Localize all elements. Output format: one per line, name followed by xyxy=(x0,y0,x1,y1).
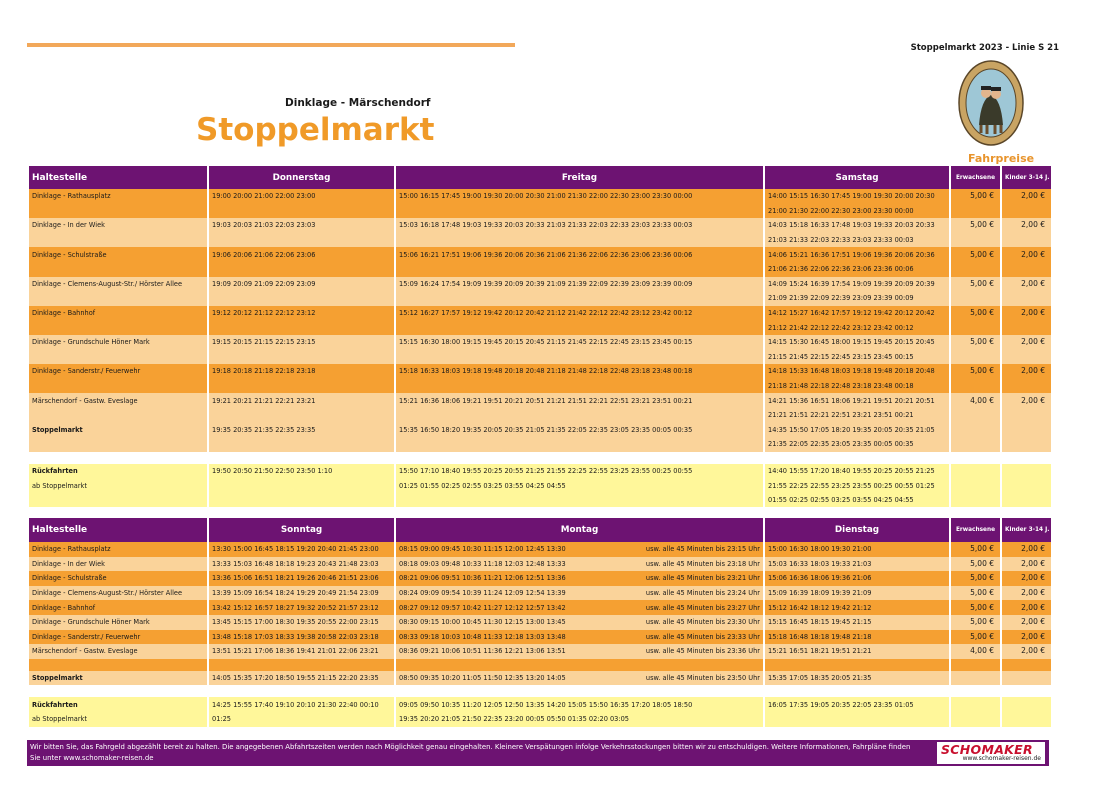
tuesday-times: 15:09 16:39 18:09 19:39 21:09 xyxy=(765,586,949,601)
column-header-tuesday: Dienstag xyxy=(765,518,949,542)
tuesday-times: 15:18 16:48 18:18 19:48 21:18 xyxy=(765,630,949,645)
friday-times: 15:15 16:30 18:00 19:15 19:45 20:15 20:45 21:15 21:45 22:15 22:45 23:15 23:45 00:15 xyxy=(396,335,763,350)
table-row xyxy=(29,335,1051,350)
fares-label: Fahrpreise xyxy=(968,152,1035,165)
table-row xyxy=(29,630,1051,645)
route-name: Dinklage - Märschendorf xyxy=(285,97,431,109)
table-row xyxy=(29,571,1051,586)
adult-fare xyxy=(951,233,1000,248)
table-row xyxy=(29,204,1051,219)
friday-times: 15:09 16:24 17:54 19:09 19:39 20:09 20:39 21:09 21:39 22:09 22:39 23:09 23:39 00:09 xyxy=(396,277,763,292)
table-row xyxy=(29,644,1051,659)
table-row xyxy=(29,671,1051,686)
friday-times xyxy=(396,408,763,423)
adult-fare xyxy=(951,685,1000,697)
thursday-times: 19:15 20:15 21:15 22:15 23:15 xyxy=(209,335,394,350)
table-row xyxy=(29,393,1051,408)
monday-interval-note: usw. alle 45 Minuten bis 23:30 Uhr xyxy=(645,618,760,627)
sunday-times: 13:39 15:09 16:54 18:24 19:29 20:49 21:54 23:09 xyxy=(209,586,394,601)
thursday-times: 19:09 20:09 21:09 22:09 23:09 xyxy=(209,277,394,292)
thursday-times xyxy=(209,350,394,365)
friday-times xyxy=(396,350,763,365)
stop-name: Märschendorf - Gastw. Eveslage xyxy=(29,644,207,659)
stop-name: Rückfahrten xyxy=(29,697,207,712)
adult-fare xyxy=(951,671,1000,686)
table-row xyxy=(29,423,1051,438)
column-header-thursday: Donnerstag xyxy=(209,166,394,189)
stop-name: Dinklage - Grundschule Höner Mark xyxy=(29,335,207,350)
adult-fare: 4,00 € xyxy=(951,644,1000,659)
sunday-times: 13:42 15:12 16:57 18:27 19:32 20:52 21:57 23:12 xyxy=(209,600,394,615)
stop-name: Dinklage - Schulstraße xyxy=(29,247,207,262)
table-row xyxy=(29,277,1051,292)
brand-url: www.schomaker-reisen.de xyxy=(962,755,1041,762)
monday-departures: 08:21 09:06 09:51 10:36 11:21 12:06 12:51 13:36 xyxy=(399,574,566,583)
stoppelmarkt-logo xyxy=(957,59,1025,147)
saturday-times: 21:06 21:36 22:06 22:36 23:06 23:36 00:06 xyxy=(765,262,949,277)
child-fare xyxy=(1002,379,1051,394)
table-header-row xyxy=(29,166,1051,189)
child-fare xyxy=(1002,350,1051,365)
thursday-times xyxy=(209,452,394,464)
friday-times: 15:03 16:18 17:48 19:03 19:33 20:03 20:33 21:03 21:33 22:03 22:33 23:03 23:33 00:03 xyxy=(396,218,763,233)
tuesday-times: 15:35 17:05 18:35 20:05 21:35 xyxy=(765,671,949,686)
monday-times xyxy=(396,557,763,572)
stop-name xyxy=(29,437,207,452)
child-fare xyxy=(1002,408,1051,423)
friday-times: 15:50 17:10 18:40 19:55 20:25 20:55 21:25 21:55 22:25 22:55 23:25 23:55 00:25 00:55 xyxy=(396,464,763,479)
saturday-times: 14:03 15:18 16:33 17:48 19:03 19:33 20:03 20:33 xyxy=(765,218,949,233)
saturday-times: 14:40 15:55 17:20 18:40 19:55 20:25 20:55 21:25 xyxy=(765,464,949,479)
friday-times xyxy=(396,379,763,394)
child-fare: 2,00 € xyxy=(1002,364,1051,379)
brand-name: SCHOMAKER xyxy=(941,742,1033,757)
stop-name xyxy=(29,379,207,394)
adult-fare: 5,00 € xyxy=(951,247,1000,262)
monday-interval-note: usw. alle 45 Minuten bis 23:15 Uhr xyxy=(645,545,760,554)
adult-fare: 5,00 € xyxy=(951,615,1000,630)
monday-interval-note: usw. alle 45 Minuten bis 23:50 Uhr xyxy=(645,674,760,683)
friday-times: 15:21 16:36 18:06 19:21 19:51 20:21 20:51 21:21 21:51 22:21 22:51 23:21 23:51 00:21 xyxy=(396,393,763,408)
friday-times: 15:12 16:27 17:57 19:12 19:42 20:12 20:42 21:12 21:42 22:12 22:42 23:12 23:42 00:12 xyxy=(396,306,763,321)
thursday-times xyxy=(209,320,394,335)
table-row xyxy=(29,557,1051,572)
child-fare: 2,00 € xyxy=(1002,247,1051,262)
friday-times xyxy=(396,437,763,452)
child-fare xyxy=(1002,697,1051,712)
stop-name: Märschendorf - Gastw. Eveslage xyxy=(29,393,207,408)
child-fare xyxy=(1002,671,1051,686)
adult-fare: 5,00 € xyxy=(951,542,1000,557)
thursday-times xyxy=(209,262,394,277)
adult-fare xyxy=(951,712,1000,727)
table-row xyxy=(29,247,1051,262)
child-fare xyxy=(1002,423,1051,438)
column-header-adults: Erwachsene xyxy=(951,166,1000,189)
adult-fare xyxy=(951,437,1000,452)
stop-name: Dinklage - Rathausplatz xyxy=(29,542,207,557)
column-header-friday: Freitag xyxy=(396,166,763,189)
table-row xyxy=(29,291,1051,306)
child-fare: 2,00 € xyxy=(1002,615,1051,630)
friday-times xyxy=(396,493,763,508)
friday-times xyxy=(396,262,763,277)
stop-name xyxy=(29,408,207,423)
stop-name: ab Stoppelmarkt xyxy=(29,712,207,727)
child-fare: 2,00 € xyxy=(1002,644,1051,659)
child-fare: 2,00 € xyxy=(1002,600,1051,615)
tuesday-times: 15:06 16:36 18:06 19:36 21:06 xyxy=(765,571,949,586)
adult-fare xyxy=(951,478,1000,493)
adult-fare: 4,00 € xyxy=(951,393,1000,408)
friday-times xyxy=(396,233,763,248)
column-header-stop: Haltestelle xyxy=(29,166,207,189)
monday-departures: 19:35 20:20 21:05 21:50 22:35 23:20 00:05 05:50 01:35 02:20 03:05 xyxy=(399,715,629,724)
child-fare: 2,00 € xyxy=(1002,393,1051,408)
monday-interval-note: usw. alle 45 Minuten bis 23:18 Uhr xyxy=(645,559,760,568)
thursday-times xyxy=(209,437,394,452)
thursday-times xyxy=(209,379,394,394)
table-row xyxy=(29,437,1051,452)
friday-times xyxy=(396,204,763,219)
saturday-times: 14:18 15:33 16:48 18:03 19:18 19:48 20:18 20:48 xyxy=(765,364,949,379)
table-row xyxy=(29,364,1051,379)
saturday-times: 14:12 15:27 16:42 17:57 19:12 19:42 20:12 20:42 xyxy=(765,306,949,321)
saturday-times: 14:15 15:30 16:45 18:00 19:15 19:45 20:15 20:45 xyxy=(765,335,949,350)
stop-name: ab Stoppelmarkt xyxy=(29,478,207,493)
saturday-times: 01:55 02:25 02:55 03:25 03:55 04:25 04:55 xyxy=(765,493,949,508)
adult-fare xyxy=(951,697,1000,712)
adult-fare xyxy=(951,379,1000,394)
child-fare xyxy=(1002,291,1051,306)
child-fare xyxy=(1002,478,1051,493)
saturday-times: 14:35 15:50 17:05 18:20 19:35 20:05 20:35 21:05 xyxy=(765,423,949,438)
table-header-row xyxy=(29,518,1051,542)
table-row xyxy=(29,233,1051,248)
monday-times xyxy=(396,644,763,659)
monday-departures: 08:36 09:21 10:06 10:51 11:36 12:21 13:06 13:51 xyxy=(399,647,566,656)
stop-name: Stoppelmarkt xyxy=(29,671,207,686)
timetable-weekdays-part2 xyxy=(27,518,1053,727)
thursday-times xyxy=(209,204,394,219)
adult-fare xyxy=(951,464,1000,479)
column-header-stop: Haltestelle xyxy=(29,518,207,542)
child-fare xyxy=(1002,262,1051,277)
stop-name: Rückfahrten xyxy=(29,464,207,479)
friday-times: 15:06 16:21 17:51 19:06 19:36 20:06 20:36 21:06 21:36 22:06 22:36 23:06 23:36 00:06 xyxy=(396,247,763,262)
thursday-times: 19:03 20:03 21:03 22:03 23:03 xyxy=(209,218,394,233)
document-reference: Stoppelmarkt 2023 - Linie S 21 xyxy=(910,43,1059,53)
sunday-times xyxy=(209,685,394,697)
thursday-times xyxy=(209,233,394,248)
table-row xyxy=(29,379,1051,394)
table-row xyxy=(29,493,1051,508)
child-fare: 2,00 € xyxy=(1002,218,1051,233)
friday-times: 01:25 01:55 02:25 02:55 03:25 03:55 04:25 04:55 xyxy=(396,478,763,493)
sunday-times: 13:33 15:03 16:48 18:18 19:23 20:43 21:48 23:03 xyxy=(209,557,394,572)
adult-fare: 5,00 € xyxy=(951,571,1000,586)
child-fare: 2,00 € xyxy=(1002,630,1051,645)
page-title: Stoppelmarkt xyxy=(196,112,435,148)
column-header-monday: Montag xyxy=(396,518,763,542)
stop-name: Dinklage - In der Wiek xyxy=(29,218,207,233)
table-row xyxy=(29,452,1051,464)
tuesday-times: 15:00 16:30 18:00 19:30 21:00 xyxy=(765,542,949,557)
stop-name: Dinklage - Grundschule Höner Mark xyxy=(29,615,207,630)
column-header-saturday: Samstag xyxy=(765,166,949,189)
adult-fare xyxy=(951,423,1000,438)
adult-fare: 5,00 € xyxy=(951,630,1000,645)
stop-name: Stoppelmarkt xyxy=(29,423,207,438)
table-row xyxy=(29,712,1051,727)
child-fare xyxy=(1002,493,1051,508)
saturday-times: 14:09 15:24 16:39 17:54 19:09 19:39 20:09 20:39 xyxy=(765,277,949,292)
monday-interval-note: usw. alle 45 Minuten bis 23:27 Uhr xyxy=(645,603,760,612)
saturday-times: 14:00 15:15 16:30 17:45 19:00 19:30 20:00 20:30 xyxy=(765,189,949,204)
stop-name: Dinklage - In der Wiek xyxy=(29,557,207,572)
child-fare: 2,00 € xyxy=(1002,542,1051,557)
monday-departures: 08:15 09:00 09:45 10:30 11:15 12:00 12:45 13:30 xyxy=(399,545,566,554)
friday-times: 15:18 16:33 18:03 19:18 19:48 20:18 20:48 21:18 21:48 22:18 22:48 23:18 23:48 00:18 xyxy=(396,364,763,379)
friday-times xyxy=(396,452,763,464)
saturday-times: 21:55 22:25 22:55 23:25 23:55 00:25 00:55 01:25 xyxy=(765,478,949,493)
thursday-times: 19:35 20:35 21:35 22:35 23:35 xyxy=(209,423,394,438)
monday-departures: 08:24 09:09 09:54 10:39 11:24 12:09 12:54 13:39 xyxy=(399,589,566,598)
saturday-times: 21:35 22:05 22:35 23:05 23:35 00:05 00:35 xyxy=(765,437,949,452)
table-row xyxy=(29,659,1051,671)
column-header-adults: Erwachsene xyxy=(951,518,1000,542)
footer xyxy=(27,740,1049,766)
schomaker-logo xyxy=(937,742,1045,764)
sunday-times xyxy=(209,659,394,671)
saturday-times: 21:15 21:45 22:15 22:45 23:15 23:45 00:15 xyxy=(765,350,949,365)
monday-interval-note: usw. alle 45 Minuten bis 23:33 Uhr xyxy=(645,632,760,641)
table-row xyxy=(29,306,1051,321)
sunday-times: 13:45 15:15 17:00 18:30 19:35 20:55 22:00 23:15 xyxy=(209,615,394,630)
monday-times xyxy=(396,571,763,586)
monday-interval-note: usw. alle 45 Minuten bis 23:36 Uhr xyxy=(645,647,760,656)
sunday-times: 13:48 15:18 17:03 18:33 19:38 20:58 22:03 23:18 xyxy=(209,630,394,645)
child-fare xyxy=(1002,320,1051,335)
stop-name xyxy=(29,685,207,697)
table-row xyxy=(29,320,1051,335)
table-row xyxy=(29,262,1051,277)
monday-times xyxy=(396,659,763,671)
tuesday-times: 16:05 17:35 19:05 20:35 22:05 23:35 01:05 xyxy=(765,697,949,712)
adult-fare: 5,00 € xyxy=(951,600,1000,615)
saturday-times: 21:00 21:30 22:00 22:30 23:00 23:30 00:00 xyxy=(765,204,949,219)
child-fare: 2,00 € xyxy=(1002,189,1051,204)
thursday-times: 19:00 20:00 21:00 22:00 23:00 xyxy=(209,189,394,204)
sunday-times: 14:25 15:55 17:40 19:10 20:10 21:30 22:40 00:10 xyxy=(209,697,394,712)
stop-name xyxy=(29,204,207,219)
stop-name: Dinklage - Bahnhof xyxy=(29,306,207,321)
sunday-times: 14:05 15:35 17:20 18:50 19:55 21:15 22:20 23:35 xyxy=(209,671,394,686)
adult-fare: 5,00 € xyxy=(951,189,1000,204)
thursday-times: 19:50 20:50 21:50 22:50 23:50 1:10 xyxy=(209,464,394,479)
table-row xyxy=(29,218,1051,233)
stop-name: Dinklage - Clemens-August-Str./ Hörster Allee xyxy=(29,277,207,292)
adult-fare xyxy=(951,204,1000,219)
stop-name: Dinklage - Sanderstr./ Feuerwehr xyxy=(29,364,207,379)
adult-fare xyxy=(951,452,1000,464)
table-row xyxy=(29,542,1051,557)
child-fare xyxy=(1002,452,1051,464)
column-header-children: Kinder 3-14 J. xyxy=(1002,166,1051,189)
thursday-times xyxy=(209,493,394,508)
stop-name xyxy=(29,233,207,248)
saturday-times xyxy=(765,452,949,464)
adult-fare: 5,00 € xyxy=(951,277,1000,292)
thursday-times: 19:18 20:18 21:18 22:18 23:18 xyxy=(209,364,394,379)
monday-departures: 08:27 09:12 09:57 10:42 11:27 12:12 12:57 13:42 xyxy=(399,603,566,612)
adult-fare xyxy=(951,320,1000,335)
friday-times: 15:35 16:50 18:20 19:35 20:05 20:35 21:05 21:35 22:05 22:35 23:05 23:35 00:05 00:35 xyxy=(396,423,763,438)
child-fare: 2,00 € xyxy=(1002,557,1051,572)
monday-times xyxy=(396,712,763,727)
monday-departures: 08:50 09:35 10:20 11:05 11:50 12:35 13:20 14:05 xyxy=(399,674,566,683)
table-row xyxy=(29,685,1051,697)
saturday-times: 14:21 15:36 16:51 18:06 19:21 19:51 20:21 20:51 xyxy=(765,393,949,408)
adult-fare: 5,00 € xyxy=(951,364,1000,379)
table-row xyxy=(29,464,1051,479)
adult-fare xyxy=(951,350,1000,365)
table-row xyxy=(29,615,1051,630)
stop-name: Dinklage - Schulstraße xyxy=(29,571,207,586)
thursday-times xyxy=(209,291,394,306)
stop-name: Dinklage - Clemens-August-Str./ Hörster Allee xyxy=(29,586,207,601)
sunday-times: 13:51 15:21 17:06 18:36 19:41 21:01 22:06 23:21 xyxy=(209,644,394,659)
monday-departures: 08:18 09:03 09:48 10:33 11:18 12:03 12:48 13:33 xyxy=(399,559,566,568)
adult-fare: 5,00 € xyxy=(951,335,1000,350)
saturday-times: 21:18 21:48 22:18 22:48 23:18 23:48 00:18 xyxy=(765,379,949,394)
monday-times xyxy=(396,697,763,712)
saturday-times: 21:03 21:33 22:03 22:33 23:03 23:33 00:03 xyxy=(765,233,949,248)
table-row xyxy=(29,697,1051,712)
stop-name: Dinklage - Rathausplatz xyxy=(29,189,207,204)
tuesday-times xyxy=(765,659,949,671)
column-header-sunday: Sonntag xyxy=(209,518,394,542)
adult-fare xyxy=(951,493,1000,508)
stop-name xyxy=(29,350,207,365)
table-row xyxy=(29,600,1051,615)
saturday-times: 21:09 21:39 22:09 22:39 23:09 23:39 00:09 xyxy=(765,291,949,306)
stop-name: Dinklage - Bahnhof xyxy=(29,600,207,615)
saturday-times: 21:12 21:42 22:12 22:42 23:12 23:42 00:12 xyxy=(765,320,949,335)
thursday-times: 19:06 20:06 21:06 22:06 23:06 xyxy=(209,247,394,262)
monday-times xyxy=(396,615,763,630)
monday-interval-note: usw. alle 45 Minuten bis 23:21 Uhr xyxy=(645,574,760,583)
tuesday-times: 15:12 16:42 18:12 19:42 21:12 xyxy=(765,600,949,615)
adult-fare: 5,00 € xyxy=(951,218,1000,233)
thursday-times: 19:21 20:21 21:21 22:21 23:21 xyxy=(209,393,394,408)
child-fare: 2,00 € xyxy=(1002,571,1051,586)
footer-notice: Wir bitten Sie, das Fahrgeld abgezählt bereit zu halten. Die angegebenen Abfahrtszeiten werden nach Möglichkeit genau eingehalten. Kleinere Verspätungen infolge Verkehrsstockungen bitten wir zu entschuldigen. Weitere Informationen, Fahrpläne finden Sie unter www.schomaker-reisen.de xyxy=(30,743,911,762)
adult-fare: 5,00 € xyxy=(951,557,1000,572)
monday-times xyxy=(396,600,763,615)
stop-name xyxy=(29,493,207,508)
monday-departures: 08:33 09:18 10:03 10:48 11:33 12:18 13:03 13:48 xyxy=(399,632,566,641)
child-fare: 2,00 € xyxy=(1002,586,1051,601)
monday-times xyxy=(396,542,763,557)
tuesday-times: 15:21 16:51 18:21 19:51 21:21 xyxy=(765,644,949,659)
child-fare: 2,00 € xyxy=(1002,277,1051,292)
monday-times xyxy=(396,671,763,686)
monday-interval-note: usw. alle 45 Minuten bis 23:24 Uhr xyxy=(645,589,760,598)
adult-fare xyxy=(951,659,1000,671)
sunday-times: 13:30 15:00 16:45 18:15 19:20 20:40 21:45 23:00 xyxy=(209,542,394,557)
child-fare: 2,00 € xyxy=(1002,335,1051,350)
adult-fare xyxy=(951,291,1000,306)
saturday-times: 14:06 15:21 16:36 17:51 19:06 19:36 20:06 20:36 xyxy=(765,247,949,262)
sunday-times: 01:25 xyxy=(209,712,394,727)
column-header-children: Kinder 3-14 J. xyxy=(1002,518,1051,542)
monday-departures: 08:30 09:15 10:00 10:45 11:30 12:15 13:00 13:45 xyxy=(399,618,566,627)
adult-fare: 5,00 € xyxy=(951,306,1000,321)
friday-times xyxy=(396,320,763,335)
child-fare xyxy=(1002,204,1051,219)
monday-times xyxy=(396,685,763,697)
thursday-times: 19:12 20:12 21:12 22:12 23:12 xyxy=(209,306,394,321)
saturday-times: 21:21 21:51 22:21 22:51 23:21 23:51 00:21 xyxy=(765,408,949,423)
friday-times: 15:00 16:15 17:45 19:00 19:30 20:00 20:30 21:00 21:30 22:00 22:30 23:00 23:30 00:00 xyxy=(396,189,763,204)
monday-departures: 09:05 09:50 10:35 11:20 12:05 12:50 13:35 14:20 15:05 15:50 16:35 17:20 18:05 18:50 xyxy=(399,700,693,709)
sunday-times: 13:36 15:06 16:51 18:21 19:26 20:46 21:51 23:06 xyxy=(209,571,394,586)
child-fare: 2,00 € xyxy=(1002,306,1051,321)
adult-fare: 5,00 € xyxy=(951,586,1000,601)
tuesday-times xyxy=(765,685,949,697)
tuesday-times xyxy=(765,712,949,727)
thursday-times xyxy=(209,408,394,423)
monday-times xyxy=(396,630,763,645)
adult-fare xyxy=(951,262,1000,277)
top-accent-rule xyxy=(27,43,515,47)
child-fare xyxy=(1002,464,1051,479)
table-row xyxy=(29,350,1051,365)
child-fare xyxy=(1002,659,1051,671)
stop-name: Dinklage - Sanderstr./ Feuerwehr xyxy=(29,630,207,645)
thursday-times xyxy=(209,478,394,493)
child-fare xyxy=(1002,437,1051,452)
stop-name xyxy=(29,659,207,671)
timetable-weekdays-part1 xyxy=(27,166,1053,507)
table-row xyxy=(29,189,1051,204)
child-fare xyxy=(1002,712,1051,727)
adult-fare xyxy=(951,408,1000,423)
tuesday-times: 15:15 16:45 18:15 19:45 21:15 xyxy=(765,615,949,630)
stop-name xyxy=(29,262,207,277)
stop-name xyxy=(29,291,207,306)
table-row xyxy=(29,478,1051,493)
child-fare xyxy=(1002,685,1051,697)
friday-times xyxy=(396,291,763,306)
tuesday-times: 15:03 16:33 18:03 19:33 21:03 xyxy=(765,557,949,572)
child-fare xyxy=(1002,233,1051,248)
stop-name xyxy=(29,320,207,335)
stop-name xyxy=(29,452,207,464)
table-row xyxy=(29,586,1051,601)
table-row xyxy=(29,408,1051,423)
monday-times xyxy=(396,586,763,601)
